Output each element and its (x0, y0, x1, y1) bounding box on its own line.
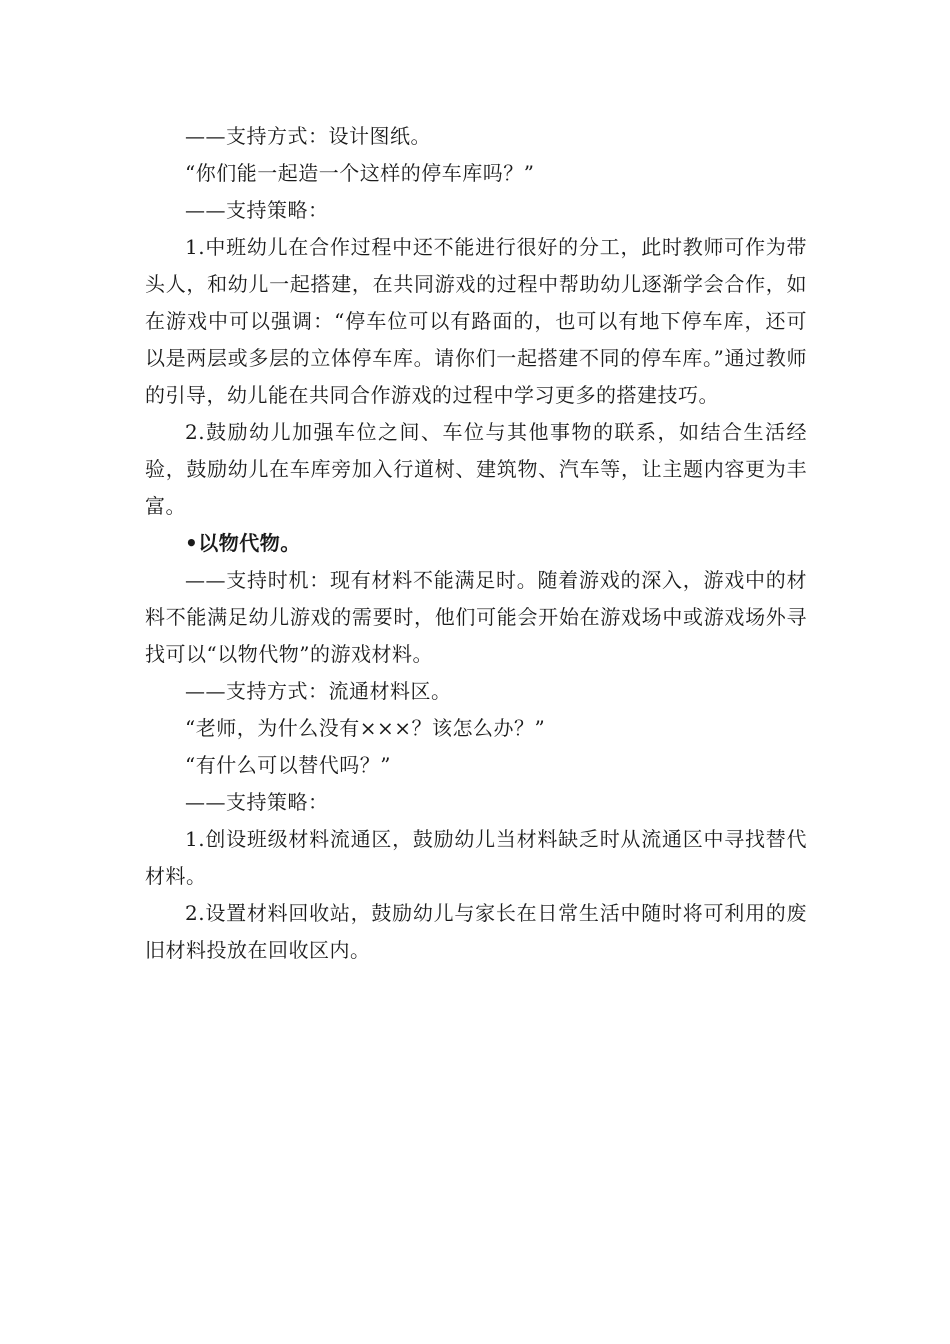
paragraph-support-timing: ——支持时机：现有材料不能满足时。随着游戏的深入，游戏中的材料不能满足幼儿游戏的需要时，他们可能会开始在游戏场中或游戏场外寻找可以“以物代物”的游戏材料。 (145, 568, 807, 666)
paragraph-quote-build-garage: “你们能一起造一个这样的停车库吗？” (185, 161, 535, 185)
paragraph-strategy-1-material-area: 1.创设班级材料流通区，鼓励幼儿当材料缺乏时从流通区中寻找替代材料。 (145, 827, 807, 888)
paragraph-strategy-2-recycling: 2.设置材料回收站，鼓励幼儿与家长在日常生活中随时将可利用的废旧材料投放在回收区内。 (145, 901, 807, 962)
paragraph-quote-teacher-question: “老师，为什么没有×××？该怎么办？” (185, 716, 546, 740)
paragraph-support-strategy-heading-2: ——支持策略： (185, 790, 329, 814)
paragraph-quote-substitute: “有什么可以替代吗？” (185, 753, 391, 777)
document-body (145, 118, 807, 969)
paragraph-strategy-1-cooperation: 1.中班幼儿在合作过程中还不能进行很好的分工，此时教师可作为带头人，和幼儿一起搭建，在共同游戏的过程中帮助幼儿逐渐学会合作，如在游戏中可以强调：“停车位可以有路面的，也可以有地下停车库，还可以是两层或多层的立体停车库。请你们一起搭建不同的停车库。”通过教师的引导，幼儿能在共同合作游戏的过程中学习更多的搭建技巧。 (145, 235, 807, 407)
paragraph-support-method-drawing: ——支持方式：设计图纸。 (185, 124, 431, 148)
paragraph-support-method-material-area: ——支持方式：流通材料区。 (185, 679, 452, 703)
section-heading-substitution: •以物代物。 (185, 531, 301, 555)
paragraph-strategy-2-connections: 2.鼓励幼儿加强车位之间、车位与其他事物的联系，如结合生活经验，鼓励幼儿在车库旁加入行道树、建筑物、汽车等，让主题内容更为丰富。 (145, 420, 807, 518)
paragraph-support-strategy-heading: ——支持策略： (185, 198, 329, 222)
